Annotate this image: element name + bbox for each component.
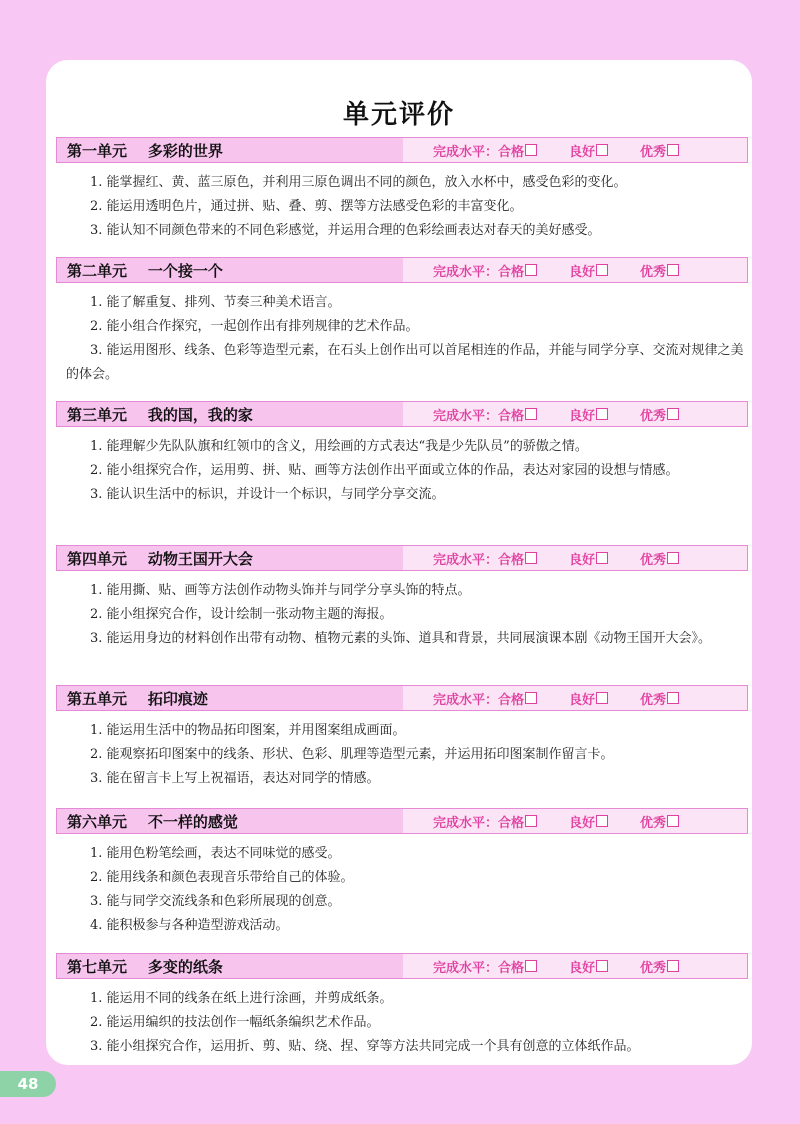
excellent-checkbox[interactable] xyxy=(667,692,679,704)
unit-section xyxy=(56,137,748,243)
page-title: 单元评价 xyxy=(342,100,455,130)
pass-checkbox[interactable] xyxy=(525,692,537,704)
completion-rating xyxy=(433,954,679,978)
good-checkbox[interactable] xyxy=(596,815,608,827)
criteria-item: 3. 能小组探究合作，运用折、剪、贴、绕、捏、穿等方法共同完成一个具有创意的立体纸作品。 xyxy=(90,1039,640,1054)
criteria-item: 4. 能积极参与各种造型游戏活动。 xyxy=(90,918,289,933)
criteria-list xyxy=(56,987,748,1059)
unit-header xyxy=(56,545,748,571)
rating-excellent-label: 优秀 xyxy=(640,692,667,708)
criteria-item: 1. 能了解重复、排列、节奏三种美术语言。 xyxy=(90,295,341,310)
good-checkbox[interactable] xyxy=(596,552,608,564)
criteria-list xyxy=(56,719,748,791)
unit-header xyxy=(56,137,748,163)
criteria-item: 1. 能用色粉笔绘画，表达不同味觉的感受。 xyxy=(90,846,341,861)
criteria-list xyxy=(56,291,748,387)
rating-excellent-label: 优秀 xyxy=(640,815,667,831)
excellent-checkbox[interactable] xyxy=(667,815,679,827)
good-checkbox[interactable] xyxy=(596,408,608,420)
criteria-item: 1. 能运用生活中的物品拓印图案，并用图案组成画面。 xyxy=(90,723,406,738)
rating-good-label: 良好 xyxy=(569,960,596,976)
unit-title: 第五单元 拓印痕迹 xyxy=(67,689,208,708)
completion-rating xyxy=(433,138,679,162)
pass-checkbox[interactable] xyxy=(525,144,537,156)
criteria-item: 3. 能运用图形、线条、色彩等造型元素，在石头上创作出可以首尾相连的作品，并能与同学分享、交流对规律之美的体会。 xyxy=(66,343,744,382)
unit-title: 第二单元 一个接一个 xyxy=(67,261,223,280)
good-checkbox[interactable] xyxy=(596,692,608,704)
rating-excellent-label: 优秀 xyxy=(640,264,667,280)
rating-pass-label: 完成水平：合格 xyxy=(433,264,525,280)
unit-title: 第七单元 多变的纸条 xyxy=(67,957,223,976)
rating-good-label: 良好 xyxy=(569,552,596,568)
rating-excellent-label: 优秀 xyxy=(640,144,667,160)
criteria-item: 3. 能运用身边的材料创作出带有动物、植物元素的头饰、道具和背景，共同展演课本剧《动物王国开大会》。 xyxy=(90,631,712,646)
pass-checkbox[interactable] xyxy=(525,552,537,564)
unit-header xyxy=(56,401,748,427)
rating-pass-label: 完成水平：合格 xyxy=(433,960,525,976)
good-checkbox[interactable] xyxy=(596,144,608,156)
unit-header xyxy=(56,257,748,283)
rating-pass-label: 完成水平：合格 xyxy=(433,815,525,831)
completion-rating xyxy=(433,402,679,426)
unit-section xyxy=(56,401,748,507)
criteria-item: 2. 能小组探究合作，设计绘制一张动物主题的海报。 xyxy=(90,607,393,622)
criteria-item: 2. 能小组合作探究，一起创作出有排列规律的艺术作品。 xyxy=(90,319,419,334)
unit-section xyxy=(56,545,748,651)
rating-pass-label: 完成水平：合格 xyxy=(433,552,525,568)
criteria-item: 2. 能用线条和颜色表现音乐带给自己的体验。 xyxy=(90,870,354,885)
rating-good-label: 良好 xyxy=(569,692,596,708)
criteria-item: 1. 能理解少先队队旗和红领巾的含义，用绘画的方式表达“我是少先队员”的骄傲之情。 xyxy=(90,439,588,454)
unit-header xyxy=(56,808,748,834)
unit-section xyxy=(56,808,748,938)
rating-excellent-label: 优秀 xyxy=(640,960,667,976)
good-checkbox[interactable] xyxy=(596,960,608,972)
rating-pass-label: 完成水平：合格 xyxy=(433,408,525,424)
criteria-item: 2. 能观察拓印图案中的线条、形状、色彩、肌理等造型元素，并运用拓印图案制作留言卡。 xyxy=(90,747,614,762)
criteria-item: 2. 能运用编织的技法创作一幅纸条编织艺术作品。 xyxy=(90,1015,380,1030)
criteria-item: 1. 能用撕、贴、画等方法创作动物头饰并与同学分享头饰的特点。 xyxy=(90,583,471,598)
unit-title: 第一单元 多彩的世界 xyxy=(67,141,223,160)
completion-rating xyxy=(433,809,679,833)
criteria-item: 2. 能运用透明色片，通过拼、贴、叠、剪、摆等方法感受色彩的丰富变化。 xyxy=(90,199,523,214)
unit-header xyxy=(56,953,748,979)
excellent-checkbox[interactable] xyxy=(667,960,679,972)
rating-good-label: 良好 xyxy=(569,264,596,280)
excellent-checkbox[interactable] xyxy=(667,144,679,156)
criteria-list xyxy=(56,171,748,243)
pass-checkbox[interactable] xyxy=(525,815,537,827)
unit-title: 第三单元 我的国，我的家 xyxy=(67,405,253,424)
rating-pass-label: 完成水平：合格 xyxy=(433,692,525,708)
unit-section xyxy=(56,257,748,387)
criteria-item: 1. 能运用不同的线条在纸上进行涂画，并剪成纸条。 xyxy=(90,991,393,1006)
pass-checkbox[interactable] xyxy=(525,408,537,420)
unit-section xyxy=(56,685,748,791)
rating-good-label: 良好 xyxy=(569,815,596,831)
rating-excellent-label: 优秀 xyxy=(640,408,667,424)
criteria-list xyxy=(56,842,748,938)
evaluation-card xyxy=(46,60,752,1065)
criteria-list xyxy=(56,579,748,651)
criteria-item: 3. 能认知不同颜色带来的不同色彩感觉，并运用合理的色彩绘画表达对春天的美好感受。 xyxy=(90,223,601,238)
pass-checkbox[interactable] xyxy=(525,264,537,276)
criteria-item: 3. 能认识生活中的标识，并设计一个标识，与同学分享交流。 xyxy=(90,487,445,502)
rating-good-label: 良好 xyxy=(569,144,596,160)
excellent-checkbox[interactable] xyxy=(667,264,679,276)
unit-title: 第六单元 不一样的感觉 xyxy=(67,812,238,831)
excellent-checkbox[interactable] xyxy=(667,552,679,564)
unit-header xyxy=(56,685,748,711)
criteria-item: 2. 能小组探究合作，运用剪、拼、贴、画等方法创作出平面或立体的作品，表达对家园的设想与情感。 xyxy=(90,463,679,478)
unit-title: 第四单元 动物王国开大会 xyxy=(67,549,253,568)
criteria-list xyxy=(56,435,748,507)
unit-section xyxy=(56,953,748,1059)
page-number: 48 xyxy=(0,1071,56,1097)
excellent-checkbox[interactable] xyxy=(667,408,679,420)
completion-rating xyxy=(433,686,679,710)
good-checkbox[interactable] xyxy=(596,264,608,276)
criteria-item: 1. 能掌握红、黄、蓝三原色，并利用三原色调出不同的颜色，放入水杯中，感受色彩的变化。 xyxy=(90,175,627,190)
completion-rating xyxy=(433,546,679,570)
rating-good-label: 良好 xyxy=(569,408,596,424)
criteria-item: 3. 能与同学交流线条和色彩所展现的创意。 xyxy=(90,894,341,909)
rating-pass-label: 完成水平：合格 xyxy=(433,144,525,160)
rating-excellent-label: 优秀 xyxy=(640,552,667,568)
completion-rating xyxy=(433,258,679,282)
criteria-item: 3. 能在留言卡上写上祝福语，表达对同学的情感。 xyxy=(90,771,380,786)
pass-checkbox[interactable] xyxy=(525,960,537,972)
